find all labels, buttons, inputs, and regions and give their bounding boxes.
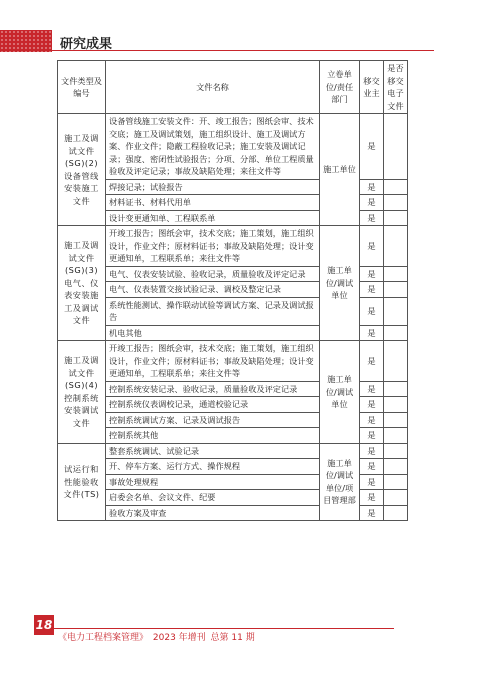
electronic-cell bbox=[384, 428, 408, 444]
electronic-cell bbox=[384, 195, 408, 211]
file-category-cell: 施工及调试文件(SG)(3)电气、仪表安装施工及调试文件 bbox=[58, 226, 106, 341]
file-category-cell: 试运行和性能验收文件(TS) bbox=[58, 443, 106, 521]
file-name-cell: 控制系统安装记录、验收记录，质量验收及评定记录 bbox=[106, 381, 320, 397]
table-row bbox=[58, 114, 408, 180]
file-name-cell: 机电其他 bbox=[106, 325, 320, 341]
handover-cell: 是 bbox=[360, 459, 384, 475]
handover-cell: 是 bbox=[360, 195, 384, 211]
footer-divider bbox=[54, 628, 394, 629]
handover-cell: 是 bbox=[360, 443, 384, 459]
section-color-block bbox=[0, 30, 52, 52]
file-category-cell: 施工及调试文件(SG)(4)控制系统安装调试文件 bbox=[58, 341, 106, 444]
footer-journal-line bbox=[58, 630, 257, 643]
file-name-cell: 电气、仪表安装试验、验收记录，质量验收及评定记录 bbox=[106, 266, 320, 282]
electronic-cell bbox=[384, 381, 408, 397]
electronic-cell bbox=[384, 179, 408, 195]
electronic-cell bbox=[384, 282, 408, 298]
handover-cell: 是 bbox=[360, 341, 384, 382]
file-name-cell: 事故处理规程 bbox=[106, 474, 320, 490]
table-row bbox=[58, 226, 408, 267]
handover-cell: 是 bbox=[360, 114, 384, 180]
file-name-cell: 启委会名单、会议文件、纪要 bbox=[106, 490, 320, 506]
file-name-cell: 设备管线施工安装文件：开、竣工报告；图纸会审、技术交底；施工及调试策划，施工组织设计、施工及调试方案、作业文件；隐蔽工程验收记录；施工安装及调试记录；强度、密闭性试验报告；分项、分部、单位工程质量验收及评定记录；事故及缺陷处理；来往文件等 bbox=[106, 114, 320, 180]
table-header-row bbox=[58, 61, 408, 114]
header-file-type: 文件类型及编号 bbox=[58, 61, 106, 114]
electronic-cell bbox=[384, 210, 408, 226]
electronic-cell bbox=[384, 474, 408, 490]
dept-cell: 施工单位/调试单位 bbox=[320, 226, 360, 341]
electronic-cell bbox=[384, 412, 408, 428]
file-name-cell: 控制系统仪表调校记录，通道校验记录 bbox=[106, 397, 320, 413]
file-name-cell: 电气、仪表装置交接试验记录、调校及整定记录 bbox=[106, 282, 320, 298]
file-category-cell: 施工及调试文件(SG)(2)设备管线安装施工文件 bbox=[58, 114, 106, 226]
electronic-cell bbox=[384, 266, 408, 282]
journal-total: 总第 11 期 bbox=[210, 633, 255, 643]
page-number: 18 bbox=[34, 615, 54, 635]
file-name-cell: 控制系统调试方案、记录及调试报告 bbox=[106, 412, 320, 428]
file-name-cell: 控制系统其他 bbox=[106, 428, 320, 444]
handover-cell: 是 bbox=[360, 297, 384, 325]
header-divider bbox=[52, 50, 434, 51]
dept-cell: 施工单位/调试单位 bbox=[320, 341, 360, 444]
handover-cell: 是 bbox=[360, 381, 384, 397]
handover-cell: 是 bbox=[360, 210, 384, 226]
file-name-cell: 开竣工报告；图纸会审，技术交底；施工策划，施工组织设计，作业文件；原材料证书；事故及缺陷处理；设计变更通知单，工程联系单；来往文件等 bbox=[106, 341, 320, 382]
handover-cell: 是 bbox=[360, 474, 384, 490]
electronic-cell bbox=[384, 505, 408, 521]
electronic-cell bbox=[384, 325, 408, 341]
file-name-cell: 焊接记录；试验报告 bbox=[106, 179, 320, 195]
electronic-cell bbox=[384, 397, 408, 413]
table-row bbox=[58, 443, 408, 459]
file-name-cell: 开、停车方案、运行方式、操作规程 bbox=[106, 459, 320, 475]
journal-issue: 2023 年增刊 bbox=[152, 633, 206, 643]
header-handover: 移交业主 bbox=[360, 61, 384, 114]
file-name-cell: 开竣工报告；图纸会审，技术交底；施工策划，施工组织设计，作业文件；原材料证书；事故及缺陷处理；设计变更通知单，工程联系单；来往文件等 bbox=[106, 226, 320, 267]
handover-cell: 是 bbox=[360, 282, 384, 298]
electronic-cell bbox=[384, 297, 408, 325]
electronic-cell bbox=[384, 226, 408, 267]
header-dept: 立卷单位/责任部门 bbox=[320, 61, 360, 114]
handover-cell: 是 bbox=[360, 490, 384, 506]
header-file-name: 文件名称 bbox=[106, 61, 320, 114]
table-body bbox=[58, 114, 408, 521]
handover-cell: 是 bbox=[360, 397, 384, 413]
section-title: 研究成果 bbox=[60, 37, 113, 52]
dept-cell: 施工单位 bbox=[320, 114, 360, 226]
handover-cell: 是 bbox=[360, 179, 384, 195]
handover-cell: 是 bbox=[360, 428, 384, 444]
handover-cell: 是 bbox=[360, 226, 384, 267]
electronic-cell bbox=[384, 490, 408, 506]
electronic-cell bbox=[384, 459, 408, 475]
table-row bbox=[58, 341, 408, 382]
header-electronic: 是否移交电子文件 bbox=[384, 61, 408, 114]
electronic-cell bbox=[384, 114, 408, 180]
handover-cell: 是 bbox=[360, 325, 384, 341]
journal-name: 《电力工程档案管理》 bbox=[58, 633, 149, 643]
dept-cell: 施工单位/调试单位/项目管理部 bbox=[320, 443, 360, 521]
electronic-cell bbox=[384, 341, 408, 382]
handover-cell: 是 bbox=[360, 266, 384, 282]
handover-cell: 是 bbox=[360, 412, 384, 428]
archive-file-table bbox=[57, 60, 408, 521]
file-name-cell: 系统性能测试、操作联动试验等调试方案、记录及调试报告 bbox=[106, 297, 320, 325]
file-name-cell: 整套系统调试、试验记录 bbox=[106, 443, 320, 459]
electronic-cell bbox=[384, 443, 408, 459]
file-name-cell: 设计变更通知单、工程联系单 bbox=[106, 210, 320, 226]
file-name-cell: 材料证书、材料代用单 bbox=[106, 195, 320, 211]
file-name-cell: 验收方案及审查 bbox=[106, 505, 320, 521]
handover-cell: 是 bbox=[360, 505, 384, 521]
